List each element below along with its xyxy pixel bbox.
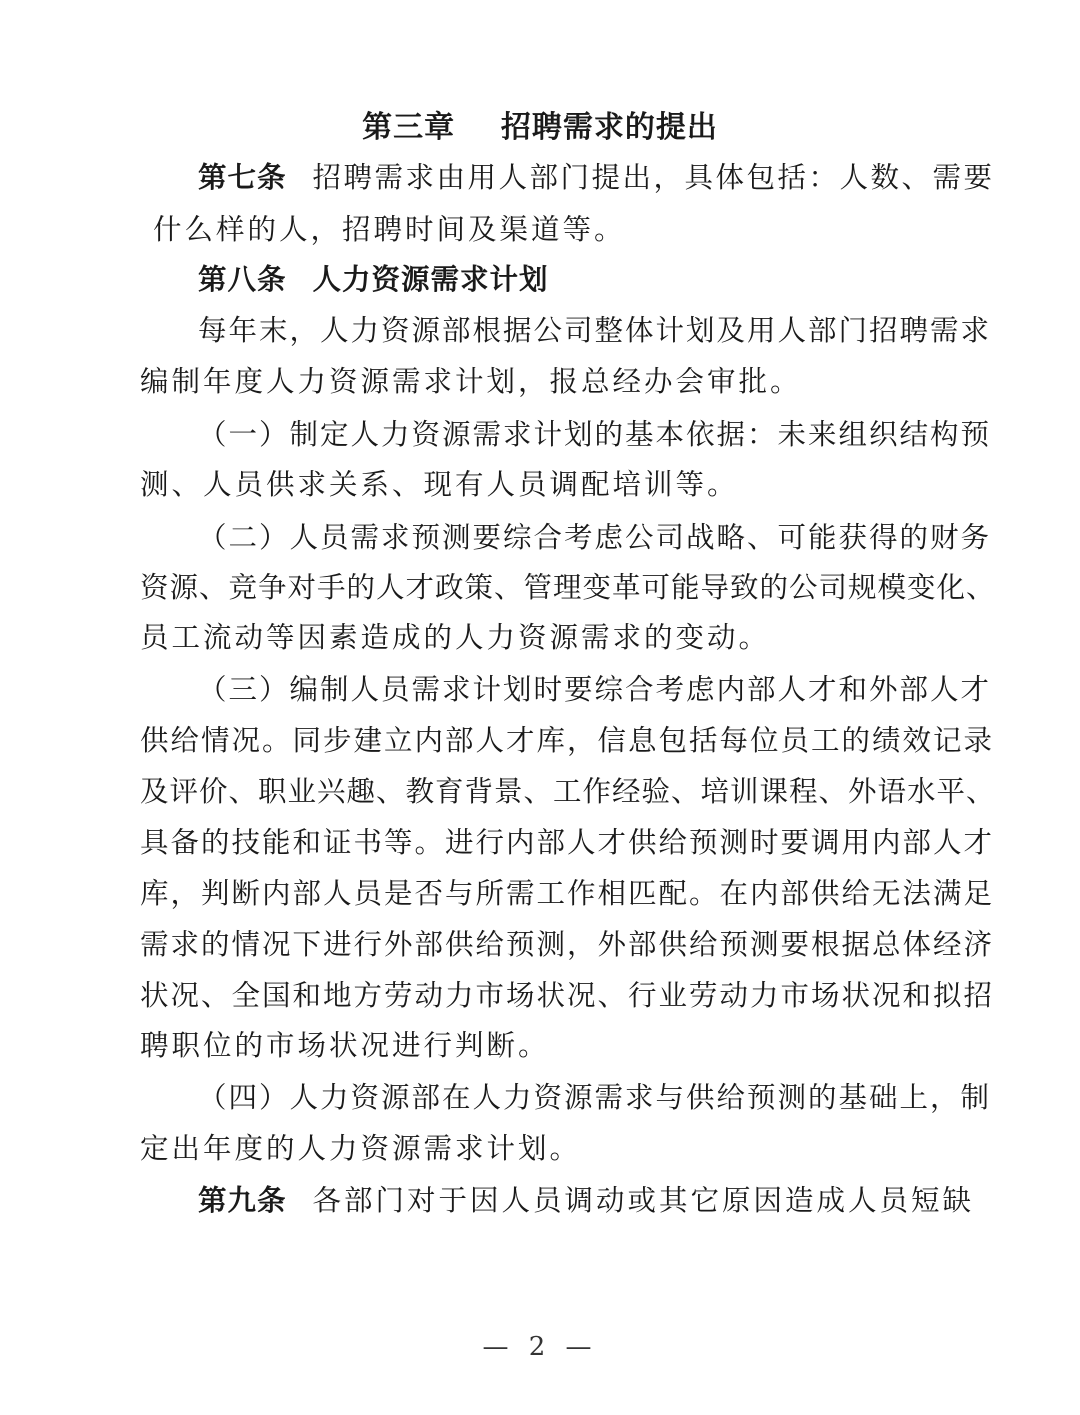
article-9-text-1: 各部门对于因人员调动或其它原因造成人员短缺 [312, 1184, 975, 1217]
article-7-text-1: 招聘需求由用人部门提出，具体包括：人数、需要 [312, 161, 995, 194]
item-1-line-1: （一）制定人力资源需求计划的基本依据：未来组织结构预 [198, 418, 992, 451]
item-3-line-2: 供给情况。同步建立内部人才库，信息包括每位员工的绩效记录 [140, 724, 995, 757]
article-9-line-1 [198, 1181, 974, 1221]
article-8-intro-line-2: 编制年度人力资源需求计划，报总经办会审批。 [140, 365, 802, 398]
item-3-line-1: （三）编制人员需求计划时要综合考虑内部人才和外部人才 [198, 673, 992, 706]
item-1-line-2: 测、人员供求关系、现有人员调配培训等。 [140, 468, 739, 501]
item-3-line-5: 库，判断内部人员是否与所需工作相匹配。在内部供给无法满足 [140, 877, 995, 910]
chapter-title: 第三章 招聘需求的提出 [362, 110, 718, 145]
article-8-intro-line-1: 每年末，人力资源部根据公司整体计划及用人部门招聘需求 [198, 314, 992, 347]
article-7-line-2: 什么样的人，招聘时间及渠道等。 [153, 213, 626, 246]
page-number: — 2 — [482, 1332, 598, 1362]
item-4-line-2: 定出年度的人力资源需求计划。 [140, 1132, 582, 1165]
item-3-line-3: 及评价、职业兴趣、教育背景、工作经验、培训课程、外语水平、 [140, 775, 996, 808]
article-7-line-1 [198, 158, 995, 198]
item-3-line-7: 状况、全国和地方劳动力市场状况、行业劳动力市场状况和拟招 [140, 979, 995, 1012]
article-8-label: 第八条 [198, 263, 287, 296]
item-3-line-6: 需求的情况下进行外部供给预测，外部供给预测要根据总体经济 [140, 928, 995, 961]
item-3-line-8: 聘职位的市场状况进行判断。 [140, 1029, 550, 1062]
item-2-line-1: （二）人员需求预测要综合考虑公司战略、可能获得的财务 [198, 521, 992, 554]
article-9-label: 第九条 [198, 1184, 287, 1217]
item-2-line-3: 员工流动等因素造成的人力资源需求的变动。 [140, 621, 771, 654]
item-4-line-1: （四）人力资源部在人力资源需求与供给预测的基础上，制 [198, 1081, 992, 1114]
item-2-line-2: 资源、竞争对手的人才政策、管理变革可能导致的公司规模变化、 [140, 571, 996, 604]
item-3-line-4: 具备的技能和证书等。进行内部人才供给预测时要调用内部人才 [140, 826, 995, 859]
article-8-title: 人力资源需求计划 [312, 263, 549, 296]
article-7-label: 第七条 [198, 161, 287, 194]
article-8-heading [198, 260, 549, 300]
